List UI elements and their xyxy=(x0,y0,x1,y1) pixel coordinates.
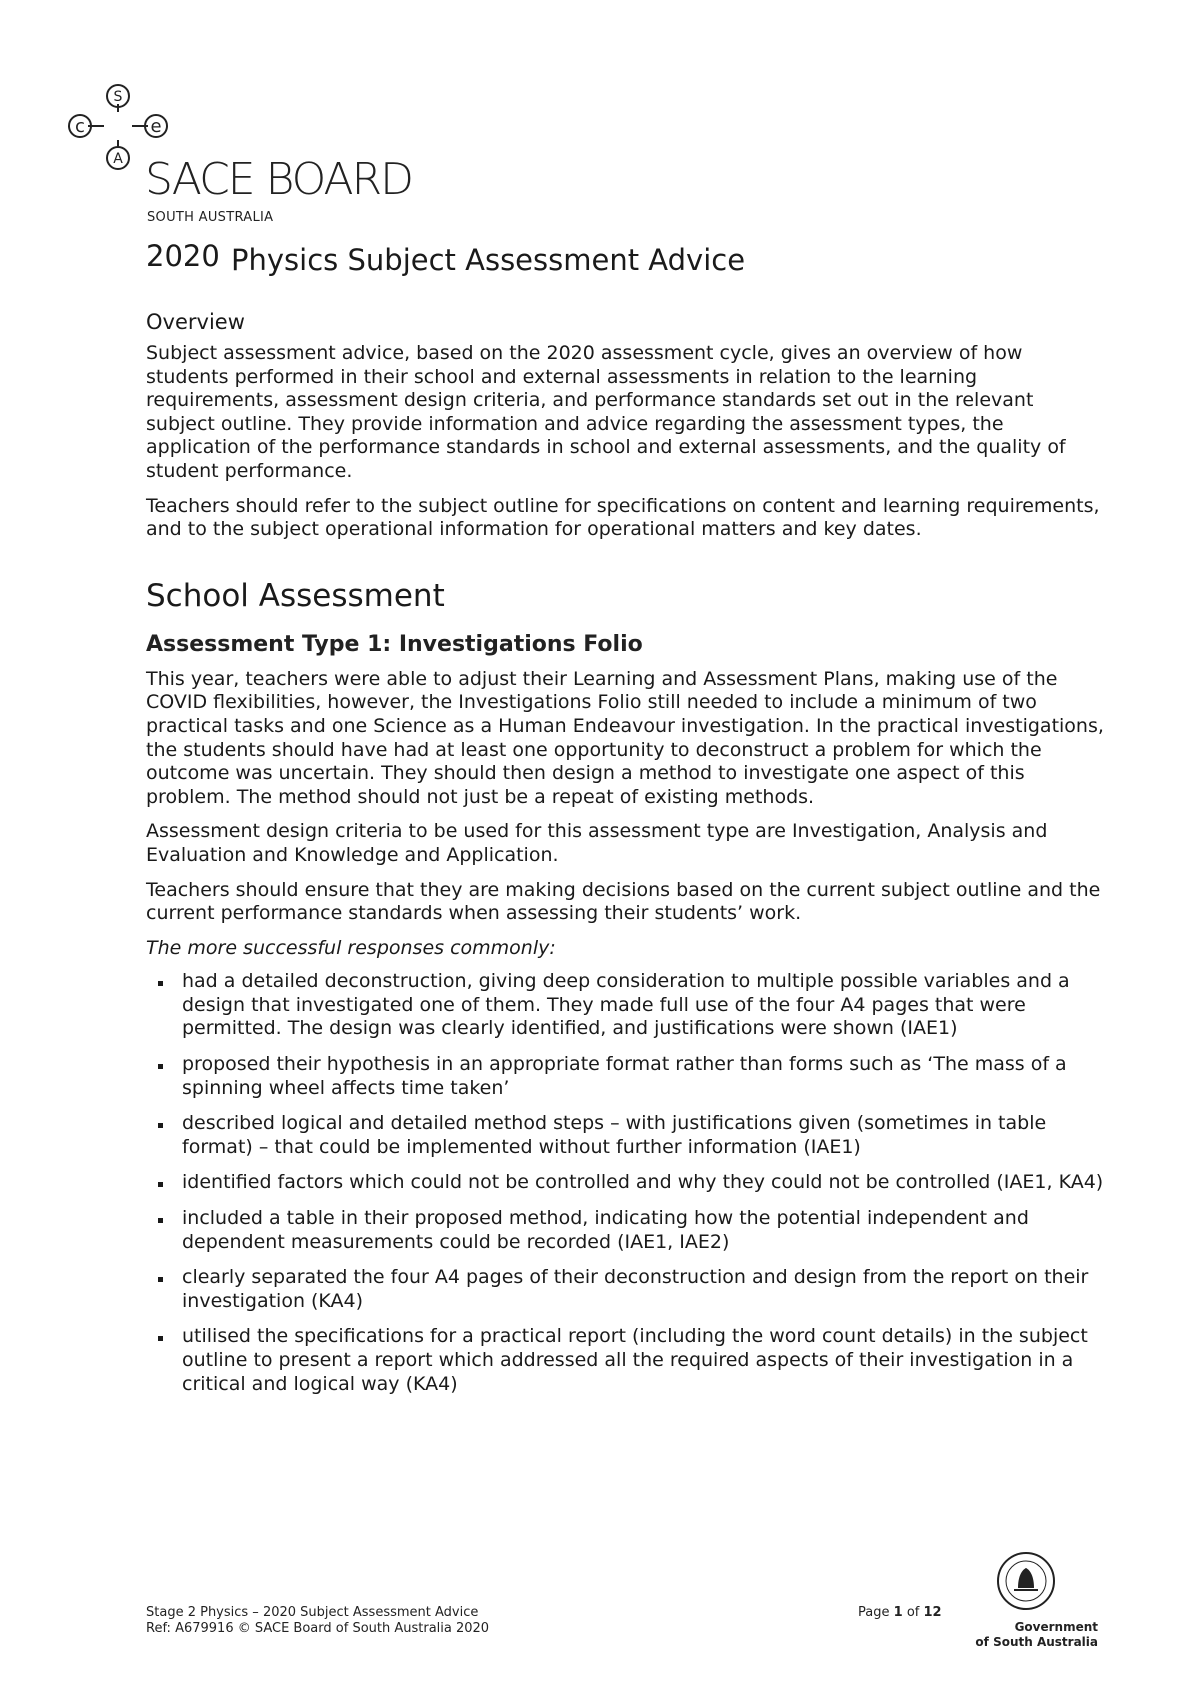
list-item xyxy=(146,1171,1106,1195)
main-content xyxy=(146,236,1106,1408)
page-number xyxy=(858,1605,942,1620)
overview-heading: Overview xyxy=(146,310,245,334)
gov-line-1: Government xyxy=(1014,1620,1098,1634)
footer-line-1: Stage 2 Physics – 2020 Subject Assessment Advice xyxy=(146,1605,479,1620)
page-label: Page xyxy=(858,1605,890,1620)
successful-responses-intro: The more successful responses commonly: xyxy=(146,936,556,959)
page-title xyxy=(146,236,1106,280)
page-total: 12 xyxy=(923,1605,942,1620)
footer-reference xyxy=(146,1605,489,1637)
list-item-text: identified factors which could not be controlled and why they could not be controlled (IAE1, KA4) xyxy=(182,1171,1104,1194)
government-logo-text xyxy=(958,1620,1098,1650)
list-item xyxy=(146,1112,1106,1159)
gov-line-2: of South Australia xyxy=(975,1635,1098,1649)
logo-wordmark: SACE BOARD xyxy=(145,154,413,205)
bullet-icon xyxy=(158,1123,163,1128)
government-seal-icon xyxy=(996,1550,1056,1612)
footer-line-2: Ref: A679916 © SACE Board of South Australia 2020 xyxy=(146,1621,490,1636)
list-item-text: proposed their hypothesis in an appropriate format rather than forms such as ‘The mass of a spinning wheel affects time taken’ xyxy=(182,1053,1067,1099)
list-item xyxy=(146,1325,1106,1396)
logo-letter-s: S xyxy=(113,89,123,105)
list-item-text: described logical and detailed method steps – with justifications given (sometimes in table format) – that could be implemented without further information (IAE1) xyxy=(182,1112,1047,1158)
list-item xyxy=(146,1266,1106,1313)
overview-paragraph: Teachers should refer to the subject outline for specifications on content and learning requirements, and to the subject operational information for operational matters and key dates. xyxy=(146,494,1100,541)
type1-paragraph: Teachers should ensure that they are making decisions based on the current subject outline and the current performance standards when assessing their students’ work. xyxy=(146,878,1101,925)
type1-paragraph: This year, teachers were able to adjust their Learning and Assessment Plans, making use of the COVID flexibilities, however, the Investigations Folio still needed to include a minimum of two practical tasks and one Science as a Human Endeavour investigation. In the practical investigations, the students should have had at least one opportunity to deconstruct a problem for which the outcome was uncertain. They should then design a method to investigate one aspect of this problem. The method should not just be a repeat of existing methods. xyxy=(146,667,1104,808)
bullet-icon xyxy=(158,1218,163,1223)
logo-letter-e: e xyxy=(150,116,162,137)
list-item xyxy=(146,1053,1106,1100)
school-assessment-heading: School Assessment xyxy=(146,577,445,614)
successful-responses-list xyxy=(146,970,1106,1396)
bullet-icon xyxy=(158,981,163,986)
logo-letter-a: A xyxy=(113,151,123,167)
list-item xyxy=(146,1207,1106,1254)
overview-paragraph: Subject assessment advice, based on the 2020 assessment cycle, gives an overview of how students performed in their school and external assessments in relation to the learning requirements, assessment design criteria, and performance standards set out in the relevant subject outline. They provide information and advice regarding the assessment types, the application of the performance standards in school and external assessments, and the quality of student performance. xyxy=(146,342,1066,482)
assessment-type-1-heading: Assessment Type 1: Investigations Folio xyxy=(146,631,643,657)
logo-subtitle: SOUTH AUSTRALIA xyxy=(147,210,274,225)
list-item-text: included a table in their proposed method, indicating how the potential independent and dependent measurements could be recorded (IAE1, IAE2) xyxy=(182,1207,1029,1253)
bullet-icon xyxy=(158,1336,163,1341)
list-item-text: clearly separated the four A4 pages of their deconstruction and design from the report on their investigation (KA4) xyxy=(182,1266,1089,1312)
list-item-text: had a detailed deconstruction, giving deep consideration to multiple possible variables and a design that investigated one of them. They made full use of the four A4 pages that were permitted. The design was clearly identified, and justifications were shown (IAE1) xyxy=(182,970,1070,1040)
list-item-text: utilised the specifications for a practical report (including the word count details) in the subject outline to present a report which addressed all the required aspects of their investigation in a critical and logical way (KA4) xyxy=(182,1325,1088,1395)
logo-letter-c: c xyxy=(75,116,85,137)
bullet-icon xyxy=(158,1277,163,1282)
title-year: 2020 xyxy=(146,239,220,273)
bullet-icon xyxy=(158,1182,163,1187)
list-item xyxy=(146,970,1106,1041)
bullet-icon xyxy=(158,1064,163,1069)
page-current: 1 xyxy=(893,1605,903,1620)
title-text: Physics Subject Assessment Advice xyxy=(231,243,746,277)
type1-paragraph: Assessment design criteria to be used for this assessment type are Investigation, Analysis and Evaluation and Knowledge and Application. xyxy=(146,820,1048,866)
page-of: of xyxy=(906,1605,920,1620)
